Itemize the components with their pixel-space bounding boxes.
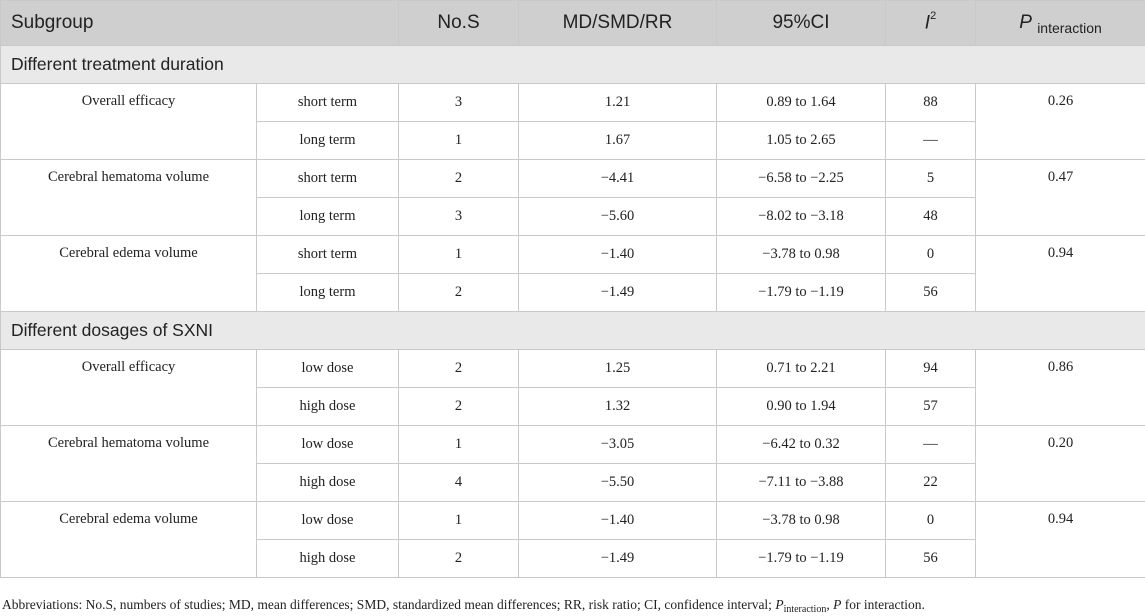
header-i2-superscript: 2 xyxy=(930,9,937,22)
table-body xyxy=(1,46,1145,578)
nos-cell: 4 xyxy=(399,464,519,502)
p-interaction-cell: 0.86 xyxy=(976,350,1145,426)
i2-cell: 0 xyxy=(886,502,976,540)
effect-size-cell: −1.40 xyxy=(519,236,717,274)
level-cell: long term xyxy=(257,274,399,312)
ci-cell: 0.89 to 1.64 xyxy=(717,84,886,122)
effect-size-cell: 1.67 xyxy=(519,122,717,160)
i2-cell: 57 xyxy=(886,388,976,426)
outcome-cell: Cerebral edema volume xyxy=(1,236,257,312)
header-i2-symbol: I xyxy=(924,12,931,34)
level-cell: high dose xyxy=(257,464,399,502)
nos-cell: 3 xyxy=(399,198,519,236)
effect-size-cell: 1.32 xyxy=(519,388,717,426)
header-heterogeneity xyxy=(886,1,976,46)
outcome-cell: Cerebral hematoma volume xyxy=(1,426,257,502)
outcome-cell: Overall efficacy xyxy=(1,84,257,160)
header-row xyxy=(1,1,1145,46)
level-cell: high dose xyxy=(257,388,399,426)
effect-size-cell: −3.05 xyxy=(519,426,717,464)
i2-cell: — xyxy=(886,426,976,464)
i2-cell: 5 xyxy=(886,160,976,198)
footnote-p-symbol: P xyxy=(775,597,784,612)
ci-cell: −8.02 to −3.18 xyxy=(717,198,886,236)
i2-cell: 94 xyxy=(886,350,976,388)
header-p-subscript: interaction xyxy=(1037,20,1102,36)
i2-cell: 0 xyxy=(886,236,976,274)
level-cell: low dose xyxy=(257,350,399,388)
section-title: Different treatment duration xyxy=(1,46,1145,84)
p-interaction-cell: 0.26 xyxy=(976,84,1145,160)
footnote-p-symbol-2: P xyxy=(833,597,842,612)
nos-cell: 2 xyxy=(399,350,519,388)
table-row xyxy=(1,350,1145,388)
effect-size-cell: 1.21 xyxy=(519,84,717,122)
p-interaction-cell: 0.20 xyxy=(976,426,1145,502)
level-cell: low dose xyxy=(257,426,399,464)
ci-cell: 1.05 to 2.65 xyxy=(717,122,886,160)
ci-cell: −6.58 to −2.25 xyxy=(717,160,886,198)
i2-cell: 88 xyxy=(886,84,976,122)
section-title: Different dosages of SXNI xyxy=(1,312,1145,350)
header-confidence-interval: 95%CI xyxy=(717,1,886,46)
effect-size-cell: 1.25 xyxy=(519,350,717,388)
level-cell: long term xyxy=(257,198,399,236)
ci-cell: −1.79 to −1.19 xyxy=(717,540,886,578)
nos-cell: 2 xyxy=(399,274,519,312)
effect-size-cell: −5.50 xyxy=(519,464,717,502)
header-effect-size: MD/SMD/RR xyxy=(519,1,717,46)
i2-cell: 56 xyxy=(886,540,976,578)
i2-cell: 56 xyxy=(886,274,976,312)
nos-cell: 1 xyxy=(399,122,519,160)
nos-cell: 3 xyxy=(399,84,519,122)
nos-cell: 1 xyxy=(399,426,519,464)
nos-cell: 1 xyxy=(399,502,519,540)
table-footnote xyxy=(2,597,925,613)
ci-cell: 0.90 to 1.94 xyxy=(717,388,886,426)
footnote-p-subscript: interaction xyxy=(783,604,827,615)
level-cell: short term xyxy=(257,84,399,122)
effect-size-cell: −1.40 xyxy=(519,502,717,540)
ci-cell: 0.71 to 2.21 xyxy=(717,350,886,388)
nos-cell: 1 xyxy=(399,236,519,274)
header-p-interaction xyxy=(976,1,1145,46)
table-row xyxy=(1,502,1145,540)
ci-cell: −6.42 to 0.32 xyxy=(717,426,886,464)
i2-cell: 22 xyxy=(886,464,976,502)
table-row xyxy=(1,236,1145,274)
header-p-symbol: P xyxy=(1019,12,1032,33)
level-cell: short term xyxy=(257,236,399,274)
nos-cell: 2 xyxy=(399,388,519,426)
outcome-cell: Cerebral hematoma volume xyxy=(1,160,257,236)
footnote-abbreviations: Abbreviations: No.S, numbers of studies; MD, mean differences; SMD, standardized mean differences; RR, risk ratio; CI, confidence interval; xyxy=(2,597,776,612)
p-interaction-cell: 0.94 xyxy=(976,502,1145,578)
i2-cell: 48 xyxy=(886,198,976,236)
ci-cell: −1.79 to −1.19 xyxy=(717,274,886,312)
effect-size-cell: −4.41 xyxy=(519,160,717,198)
table-row xyxy=(1,84,1145,122)
table-row xyxy=(1,426,1145,464)
p-interaction-cell: 0.94 xyxy=(976,236,1145,312)
nos-cell: 2 xyxy=(399,160,519,198)
effect-size-cell: −1.49 xyxy=(519,540,717,578)
footnote-end: for interaction. xyxy=(841,597,925,612)
section-row xyxy=(1,46,1145,84)
level-cell: long term xyxy=(257,122,399,160)
level-cell: high dose xyxy=(257,540,399,578)
effect-size-cell: −5.60 xyxy=(519,198,717,236)
ci-cell: −7.11 to −3.88 xyxy=(717,464,886,502)
p-interaction-cell: 0.47 xyxy=(976,160,1145,236)
header-number-of-studies: No.S xyxy=(399,1,519,46)
level-cell: short term xyxy=(257,160,399,198)
header-subgroup: Subgroup xyxy=(1,1,399,46)
footnote-separator: , xyxy=(826,597,834,612)
outcome-cell: Overall efficacy xyxy=(1,350,257,426)
nos-cell: 2 xyxy=(399,540,519,578)
table-row xyxy=(1,160,1145,198)
outcome-cell: Cerebral edema volume xyxy=(1,502,257,578)
level-cell: low dose xyxy=(257,502,399,540)
ci-cell: −3.78 to 0.98 xyxy=(717,236,886,274)
section-row xyxy=(1,312,1145,350)
effect-size-cell: −1.49 xyxy=(519,274,717,312)
ci-cell: −3.78 to 0.98 xyxy=(717,502,886,540)
i2-cell: — xyxy=(886,122,976,160)
